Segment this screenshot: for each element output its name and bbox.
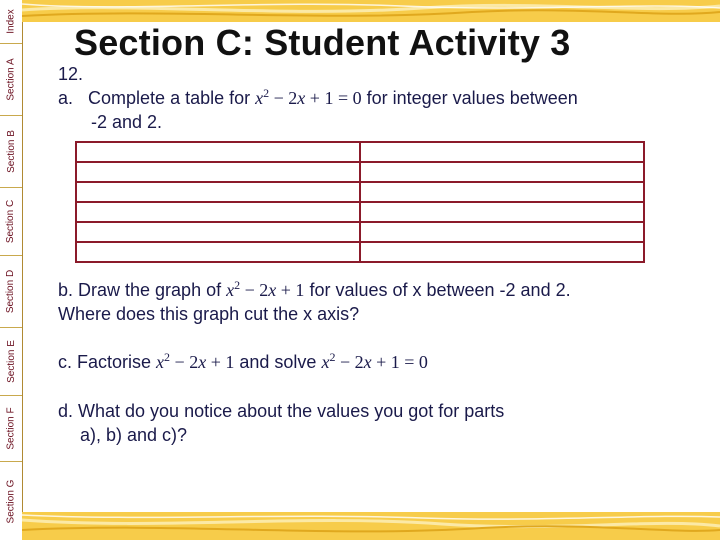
- table-row: [76, 142, 644, 162]
- part-b-line1: [58, 280, 571, 301]
- table-cell[interactable]: [360, 142, 644, 162]
- table-cell[interactable]: [76, 142, 360, 162]
- nav-index[interactable]: [0, 0, 22, 44]
- nav-section-d-label: Section D: [5, 269, 17, 314]
- nav-index-label: Index: [5, 9, 17, 34]
- table-cell[interactable]: [76, 162, 360, 182]
- equation-c1: $x^2 - 2x + 1$: [156, 350, 235, 372]
- nav-section-a-label: Section A: [5, 58, 17, 101]
- table-row: [76, 162, 644, 182]
- equation-b: $x^2 - 2x + 1$: [226, 278, 305, 300]
- nav-section-e-label: Section E: [5, 340, 17, 383]
- part-a-text2: for integer values between: [366, 88, 578, 108]
- table-cell[interactable]: [360, 162, 644, 182]
- page-title: Section C: Student Activity 3: [74, 22, 571, 63]
- nav-section-f[interactable]: [0, 396, 22, 462]
- nav-section-a[interactable]: [0, 44, 22, 116]
- part-b-line2: Where does this graph cut the x axis?: [58, 304, 360, 324]
- table-cell[interactable]: [76, 222, 360, 242]
- equation-c2: $x^2 - 2x + 1 = 0$: [321, 350, 428, 372]
- top-wave-band: [22, 0, 720, 22]
- nav-section-f-label: Section F: [5, 407, 17, 450]
- table-cell[interactable]: [360, 222, 644, 242]
- part-b-text1: b. Draw the graph of: [58, 280, 222, 300]
- bottom-wave-band: [22, 512, 720, 540]
- value-table: [75, 141, 645, 263]
- nav-section-g[interactable]: [0, 462, 22, 540]
- table-row: [76, 242, 644, 262]
- table-cell[interactable]: [360, 202, 644, 222]
- part-c-line: [58, 352, 428, 373]
- part-a-text1: Complete a table for: [88, 88, 251, 108]
- table-row: [76, 182, 644, 202]
- question-number: 12.: [58, 64, 84, 84]
- part-b-text2: for values of x between -2 and 2.: [309, 280, 571, 300]
- table-cell[interactable]: [76, 182, 360, 202]
- nav-section-b[interactable]: [0, 116, 22, 188]
- section-nav-rail: [0, 0, 23, 540]
- part-a-prefix: a.: [58, 88, 74, 108]
- part-c-text1: c. Factorise: [58, 352, 152, 372]
- nav-section-e[interactable]: [0, 328, 22, 396]
- part-a-line1: [58, 88, 578, 109]
- table-cell[interactable]: [360, 182, 644, 202]
- equation-a: $x^2 - 2x + 1 = 0$: [255, 86, 362, 108]
- nav-section-b-label: Section B: [5, 130, 17, 173]
- nav-section-g-label: Section G: [5, 479, 17, 523]
- part-d-line1: d. What do you notice about the values you got for parts: [58, 401, 505, 421]
- part-d-line2: a), b) and c)?: [80, 425, 188, 445]
- part-c-text2: and solve: [239, 352, 317, 372]
- table-row: [76, 222, 644, 242]
- table-cell[interactable]: [76, 202, 360, 222]
- table-row: [76, 202, 644, 222]
- nav-section-c[interactable]: [0, 188, 22, 256]
- part-a-line2: -2 and 2.: [91, 112, 163, 132]
- table-cell[interactable]: [76, 242, 360, 262]
- nav-section-d[interactable]: [0, 256, 22, 328]
- table-cell[interactable]: [360, 242, 644, 262]
- nav-section-c-label: Section C: [5, 199, 17, 244]
